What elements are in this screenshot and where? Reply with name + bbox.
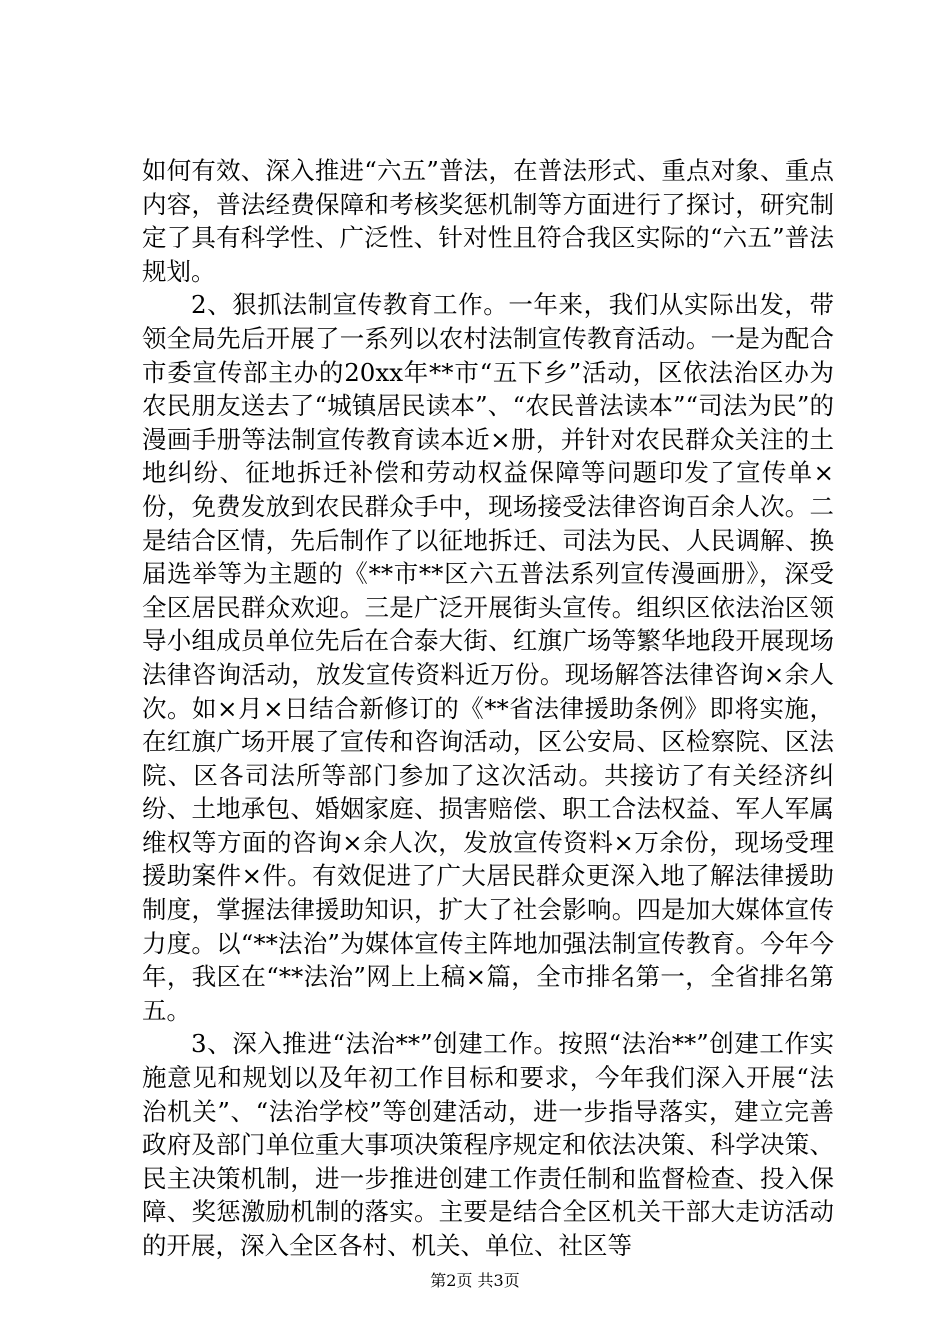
document-body bbox=[142, 154, 834, 1263]
paragraph-rule-of-law-creation: 3、深入推进“法治**”创建工作。按照“法治**”创建工作实施意见和规划以及年初工作目标和要求，今年我们深入开展“法治机关”、“法治学校”等创建活动，进一步指导落实，建立完善政府及部门单位重大事项决策程序规定和依法决策、科学决策、民主决策机制，进一步推进创建工作责任制和监督检查、投入保障、奖惩激励机制的落实。主要是结合全区机关干部大走访活动的开展，深入全区各村、机关、单位、社区等 bbox=[142, 1029, 834, 1260]
paragraph-continuation: 如何有效、深入推进“六五”普法，在普法形式、重点对象、重点内容，普法经费保障和考核奖惩机制等方面进行了探讨，研究制定了具有科学性、广泛性、针对性且符合我区实际的“六五”普法规划。 bbox=[142, 156, 834, 286]
paragraph-legal-publicity: 2、狠抓法制宣传教育工作。一年来，我们从实际出发，带领全局先后开展了一系列以农村法制宣传教育活动。一是为配合市委宣传部主办的20xx年**市“五下乡”活动，区依法治区办为农民朋友送去了“城镇居民读本”、“农民普法读本”“司法为民”的漫画手册等法制宣传教育读本近×册，并针对农民群众关注的土地纠纷、征地拆迁补偿和劳动权益保障等问题印发了宣传单×份，免费发放到农民群众手中，现场接受法律咨询百余人次。二是结合区情，先后制作了以征地拆迁、司法为民、人民调解、换届选举等为主题的《**市**区六五普法系列宣传漫画册》，深受全区居民群众欢迎。三是广泛开展街头宣传。组织区依法治区领导小组成员单位先后在合泰大街、红旗广场等繁华地段开展现场法律咨询活动，放发宣传资料近万份。现场解答法律咨询×余人次。如×月×日结合新修订的《**省法律援助条例》即将实施，在红旗广场开展了宣传和咨询活动，区公安局、区检察院、区法院、区各司法所等部门参加了这次活动。共接访了有关经济纠纷、土地承包、婚姻家庭、损害赔偿、职工合法权益、军人军属维权等方面的咨询×余人次，发放宣传资料×万余份，现场受理援助案件×件。有效促进了广大居民群众更深入地了解法律援助制度，掌握法律援助知识，扩大了社会影响。四是加大媒体宣传力度。以“**法治”为媒体宣传主阵地加强法制宣传教育。今年今年，我区在“**法治”网上上稿×篇，全市排名第一，全省排名第五。 bbox=[142, 290, 834, 1025]
page-footer bbox=[0, 1271, 950, 1291]
page-number: 第2页 共3页 bbox=[430, 1271, 520, 1290]
